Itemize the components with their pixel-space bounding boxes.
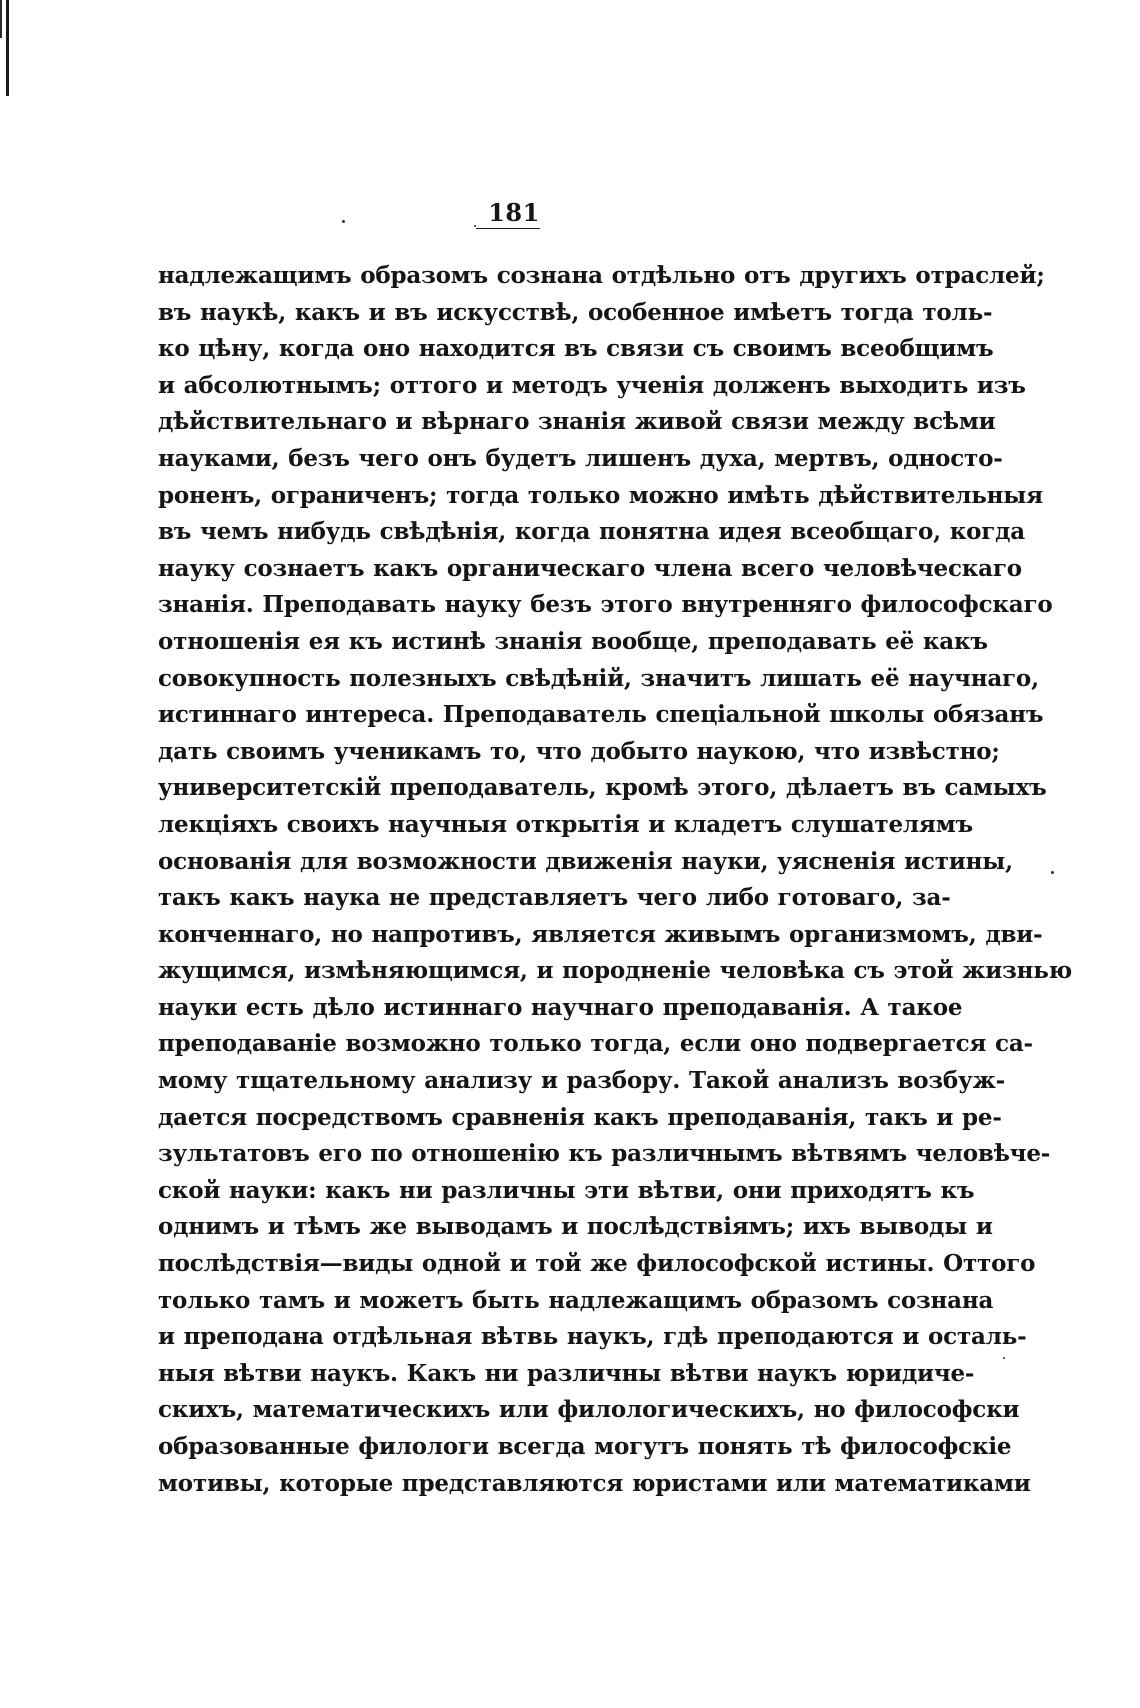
text-line: науками, безъ чего онъ будетъ лишенъ духа, мертвъ, односто- <box>158 444 1003 472</box>
text-line: дать своимъ ученикамъ то, что добыто наукою, что извѣстно; <box>158 737 1000 765</box>
text-line: и преподана отдѣльная вѣтвь наукъ, гдѣ преподаются и осталь- <box>158 1323 1027 1351</box>
text-line: въ наукѣ, какъ и въ искусствѣ, особенное имѣетъ тогда толь- <box>158 298 993 326</box>
text-line: образованные филологи всегда могутъ понять тѣ философскіе <box>158 1433 1012 1460</box>
ink-speck <box>342 220 345 223</box>
text-line: конченнаго, но напротивъ, является живымъ организмомъ, дви- <box>158 920 1043 948</box>
text-line: въ чемъ нибудь свѣдѣнія, когда понятна идея всеобщаго, когда <box>158 518 1025 546</box>
text-line: ныя вѣтви наукъ. Какъ ни различны вѣтви наукъ юридиче- <box>158 1359 975 1387</box>
text-line: ской науки: какъ ни различны эти вѣтви, они приходятъ къ <box>158 1176 975 1204</box>
text-line: и абсолютнымъ; оттого и методъ ученія долженъ выходить изъ <box>158 371 1026 399</box>
page-number-underline <box>476 228 540 229</box>
text-line: преподаваніе возможно только тогда, если оно подвергается са- <box>158 1030 1033 1058</box>
text-line: зультатовъ его по отношенію къ различнымъ вѣтвямъ человѣче- <box>158 1140 1051 1168</box>
text-line: роненъ, ограниченъ; тогда только можно имѣть дѣйствительныя <box>158 481 1043 509</box>
text-line: послѣдствія—виды одной и той же философской истины. Оттого <box>158 1250 1036 1278</box>
text-line: такъ какъ наука не представляетъ чего либо готоваго, за- <box>158 884 951 912</box>
text-line: знанія. Преподавать науку безъ этого внутренняго философскаго <box>158 591 1053 619</box>
text-line: однимъ и тѣмъ же выводамъ и послѣдствіямъ; ихъ выводы и <box>158 1213 993 1241</box>
ink-speck <box>474 225 476 227</box>
text-line: отношенія ея къ истинѣ знанія вообще, преподавать её какъ <box>158 627 988 655</box>
text-line: науку сознаетъ какъ органическаго члена всего человѣческаго <box>158 554 1022 582</box>
ink-speck <box>1051 871 1054 874</box>
text-line: основанія для возможности движенія науки, уясненія истины, <box>158 847 1013 875</box>
text-line: науки есть дѣло истиннаго научнаго преподаванія. А такое <box>158 993 963 1021</box>
text-line: надлежащимъ образомъ сознана отдѣльно отъ другихъ отраслей; <box>158 262 1045 289</box>
text-line: только тамъ и можетъ быть надлежащимъ образомъ сознана <box>158 1286 994 1314</box>
text-line: истиннаго интереса. Преподаватель спеціальной школы обязанъ <box>158 701 1044 729</box>
text-line: университетскій преподаватель, кромѣ этого, дѣлаетъ въ самыхъ <box>158 774 1047 802</box>
scan-edge-mark <box>6 0 9 96</box>
scan-edge-mark <box>0 0 2 38</box>
text-line: скихъ, математическихъ или филологическихъ, но философски <box>158 1396 1020 1424</box>
text-line: дается посредствомъ сравненія какъ преподаванія, такъ и ре- <box>158 1103 1002 1131</box>
page-number: 181 <box>488 198 540 227</box>
text-line: мотивы, которые представляются юристами или математиками <box>158 1469 1031 1497</box>
ink-speck <box>1003 1357 1005 1359</box>
body-text <box>158 258 1072 1502</box>
text-line: лекціяхъ своихъ научныя открытія и кладетъ слушателямъ <box>158 810 973 838</box>
text-line: ко цѣну, когда оно находится въ связи съ своимъ всеобщимъ <box>158 335 994 363</box>
text-line: дѣйствительнаго и вѣрнаго знанія живой связи между всѣми <box>158 408 996 436</box>
text-line: мому тщательному анализу и разбору. Такой анализъ возбуж- <box>158 1067 1005 1095</box>
text-line: жущимся, измѣняющимся, и породненіе человѣка съ этой жизнью <box>158 957 1072 985</box>
text-line: совокупность полезныхъ свѣдѣній, значитъ лишать её научнаго, <box>158 664 1039 692</box>
